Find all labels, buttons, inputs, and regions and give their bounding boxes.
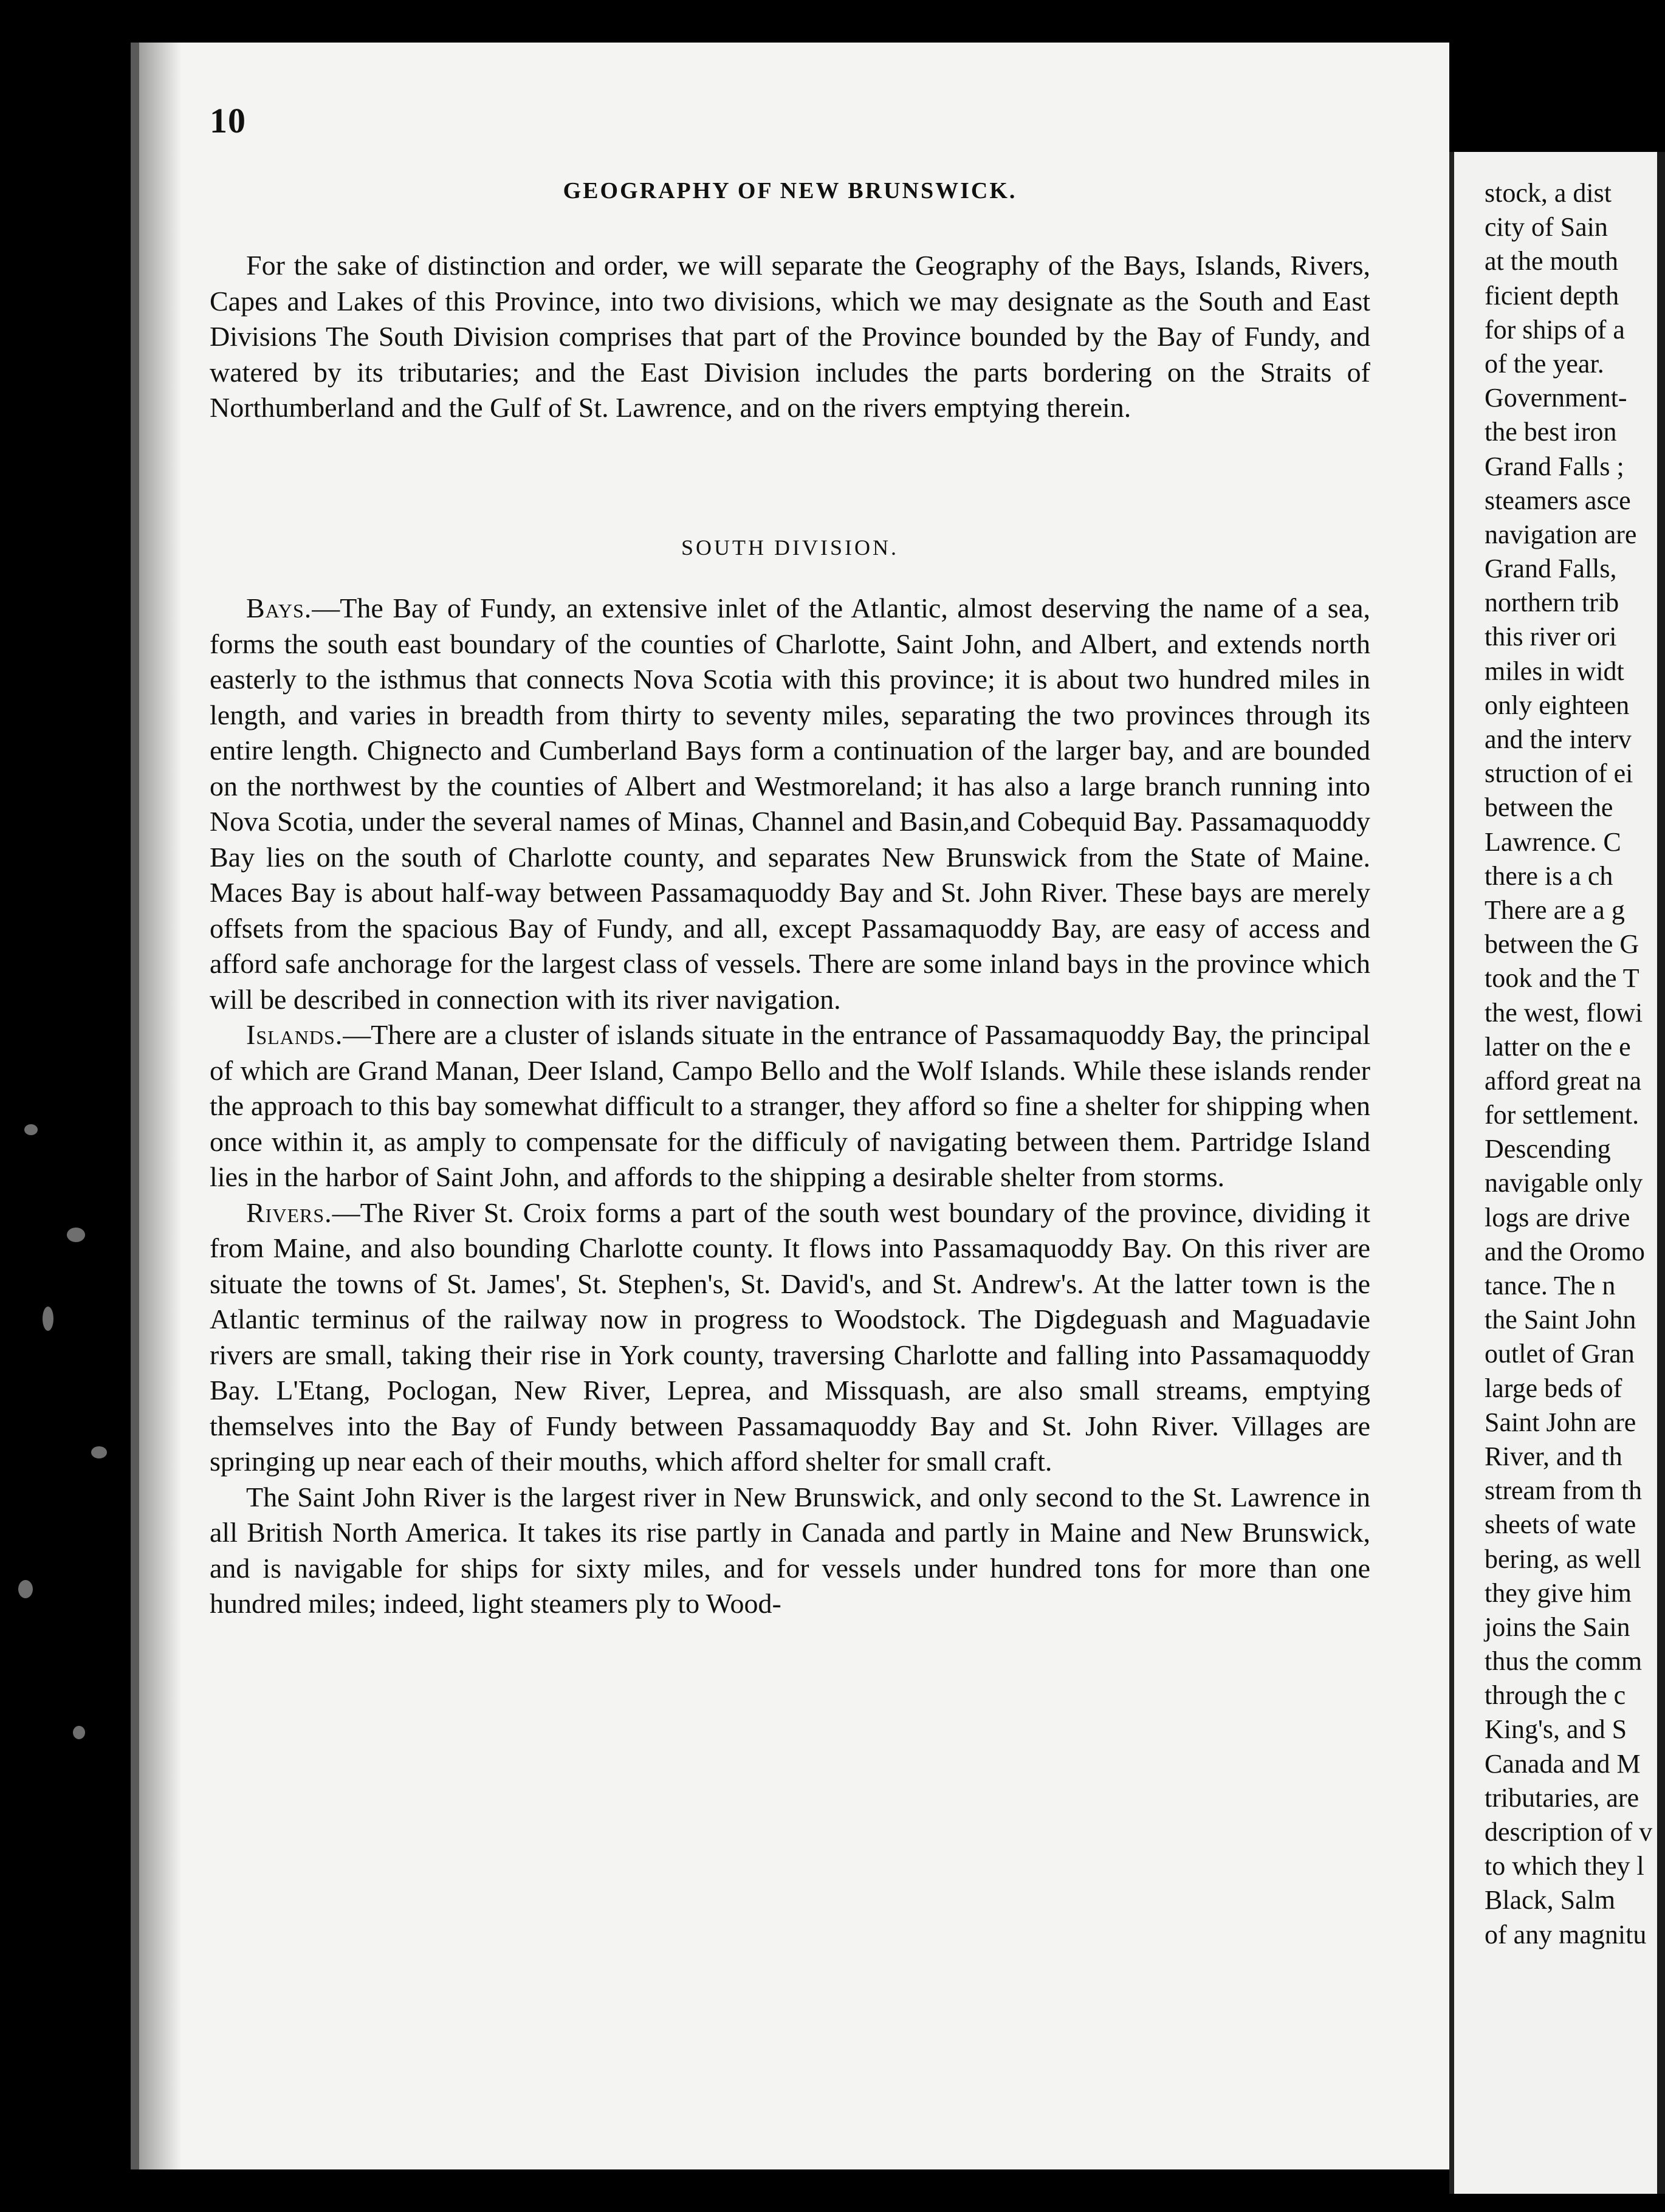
right-page-text bbox=[1485, 176, 1652, 1952]
right-page-line: Black, Salm bbox=[1485, 1885, 1616, 1915]
right-page-line: at the mouth bbox=[1485, 246, 1618, 276]
right-page-line: afford great na bbox=[1485, 1065, 1642, 1096]
scan-speck bbox=[43, 1307, 53, 1331]
right-page-line: took and the T bbox=[1485, 963, 1639, 994]
scan-speck bbox=[24, 1124, 38, 1135]
right-page-line: description of v bbox=[1485, 1817, 1653, 1847]
right-page-line: sheets of wate bbox=[1485, 1510, 1636, 1540]
right-page-line: Government- bbox=[1485, 383, 1627, 413]
right-page-line: the Saint John bbox=[1485, 1305, 1636, 1335]
scan-speck bbox=[73, 1726, 85, 1739]
right-page-line: Grand Falls ; bbox=[1485, 451, 1624, 481]
intro-paragraph: For the sake of distinction and order, we will separate the Geography of the Bays, Islands, Rivers, Capes and Lakes of this Province, into two divisions, which we may designate as the South and East Divisions The South Division comprises that part of the Province bounded by the Bay of Fundy, and watered by its tributaries; and the East Division includes the parts bordering on the Straits of Northumberland and the Gulf of St. Lawrence, and on the rivers emptying therein. bbox=[210, 250, 1370, 423]
right-page-line: of the year. bbox=[1485, 348, 1604, 379]
rivers-paragraph bbox=[210, 1195, 1370, 1480]
right-page-line: outlet of Gran bbox=[1485, 1339, 1635, 1369]
body-text-block bbox=[210, 591, 1370, 1622]
bays-text: —The Bay of Fundy, an extensive inlet of the Atlantic, almost deserving the name of a sea, forms the south east boundary of the counties of Charlotte, Saint John, and Albert, and extends north easterly to the isthmus that connects Nova Scotia with this province; it is about two hundred miles in length, and varies in breadth from thirty to seventy miles, separating the two provinces through its entire length. Chignecto and Cumberland Bays form a continuation of the larger bay, and are bounded on the northwest by the counties of Albert and Westmoreland; it has also a large branch running into Nova Scotia, under the several names of Minas, Channel and Basin,and Cobequid Bay. Passamaquoddy Bay lies on the south of Charlotte county, and separates New Brunswick from the State of Maine. Maces Bay is about half-way between Passamaquoddy Bay and St. John River. These bays are merely offsets from the spacious Bay of Fundy, and all, except Passamaquoddy Bay, are easy of access and afford safe anchorage for the largest class of vessels. There are some inland bays in the province which will be described in connection with its river navigation. bbox=[210, 592, 1370, 1015]
page-heading: GEOGRAPHY OF NEW BRUNSWICK. bbox=[563, 178, 1017, 204]
intro-paragraph-block bbox=[210, 248, 1370, 426]
right-page-line: stream from th bbox=[1485, 1475, 1643, 1506]
right-page-line: Canada and M bbox=[1485, 1748, 1641, 1779]
scan-speck bbox=[91, 1446, 107, 1458]
section-heading: SOUTH DIVISION. bbox=[681, 535, 899, 560]
right-page-line: to which they l bbox=[1485, 1851, 1644, 1881]
right-page-line: Lawrence. C bbox=[1485, 826, 1621, 857]
right-page-line: navigation are bbox=[1485, 519, 1637, 549]
right-page bbox=[1449, 152, 1665, 2194]
right-page-line: between the G bbox=[1485, 929, 1639, 960]
right-page-line: for settlement. bbox=[1485, 1100, 1639, 1130]
right-page-line: only eighteen bbox=[1485, 690, 1630, 720]
right-page-line: ficient depth bbox=[1485, 280, 1619, 311]
right-page-line: the best iron bbox=[1485, 417, 1617, 447]
right-page-line: steamers asce bbox=[1485, 485, 1631, 515]
right-page-edge bbox=[1657, 152, 1665, 2194]
right-page-line: There are a g bbox=[1485, 895, 1625, 925]
bays-label: Bays. bbox=[246, 592, 312, 623]
right-page-line: navigable only bbox=[1485, 1168, 1643, 1198]
scan-speck bbox=[18, 1580, 33, 1598]
right-page-line: there is a ch bbox=[1485, 860, 1613, 891]
right-page-line: thus the comm bbox=[1485, 1646, 1643, 1677]
right-page-line: of any magnitu bbox=[1485, 1919, 1647, 1949]
right-page-line: this river ori bbox=[1485, 622, 1617, 652]
right-page-line: for ships of a bbox=[1485, 314, 1625, 345]
saint-john-paragraph: The Saint John River is the largest river in New Brunswick, and only second to the St. Lawrence in all British North America. It takes its rise partly in Canada and partly in Maine and New Brunswick, and is navigable for ships for sixty miles, and for vessels under hundred tons for more than one hundred miles; indeed, light steamers ply to Wood- bbox=[210, 1481, 1370, 1619]
right-page-line: joins the Sain bbox=[1485, 1612, 1630, 1642]
right-page-line: Saint John are bbox=[1485, 1407, 1636, 1437]
bays-paragraph bbox=[210, 591, 1370, 1017]
right-page-line: northern trib bbox=[1485, 588, 1619, 618]
right-page-line: Descending bbox=[1485, 1134, 1611, 1164]
right-page-line: between the bbox=[1485, 792, 1613, 823]
right-page-line: Grand Falls, bbox=[1485, 554, 1617, 584]
right-page-line: River, and th bbox=[1485, 1441, 1622, 1471]
right-page-line: tributaries, are bbox=[1485, 1782, 1639, 1813]
right-page-line: logs are drive bbox=[1485, 1202, 1630, 1232]
right-page-line: King's, and S bbox=[1485, 1714, 1627, 1745]
scan-speck bbox=[67, 1228, 85, 1242]
right-page-line: struction of ei bbox=[1485, 758, 1633, 789]
rivers-label: Rivers. bbox=[246, 1197, 332, 1228]
right-page-line: latter on the e bbox=[1485, 1031, 1631, 1062]
right-page-line: they give him bbox=[1485, 1578, 1632, 1608]
rivers-text: —The River St. Croix forms a part of the south west boundary of the province, dividing it from Maine, and also bounding Charlotte county. It flows into Passamaquoddy Bay. On this river are situate the towns of St. James', St. Stephen's, St. David's, and St. Andrew's. At the latter town is the Atlantic terminus of the railway now in progress to Woodstock. The Digdeguash and Maguadavie rivers are small, taking their rise in York county, traversing Charlotte and falling into Passamaquoddy Bay. L'Etang, Poclogan, New River, Leprea, and Missquash, are also small streams, emptying themselves into the Bay of Fundy between Passamaquoddy Bay and St. John River. Villages are springing up near each of their mouths, which afford shelter for small craft. bbox=[210, 1197, 1370, 1477]
right-page-line: the west, flowi bbox=[1485, 997, 1643, 1028]
right-page-line: large beds of bbox=[1485, 1373, 1622, 1403]
right-page-line: stock, a dist bbox=[1485, 178, 1612, 208]
right-page-line: city of Sain bbox=[1485, 212, 1608, 242]
islands-text: —There are a cluster of islands situate in the entrance of Passamaquoddy Bay, the principal of which are Grand Manan, Deer Island, Campo Bello and the Wolf Islands. While these islands render the approach to this bay somewhat difficult to a stranger, they afford so fine a shelter for shipping when once within it, as amply to compensate for the difficuly of navigating between them. Partridge Island lies in the harbor of Saint John, and affords to the shipping a desirable shelter from storms. bbox=[210, 1019, 1370, 1192]
page-number: 10 bbox=[210, 101, 246, 140]
right-page-line: miles in widt bbox=[1485, 656, 1624, 686]
right-page-line: through the c bbox=[1485, 1680, 1626, 1711]
right-page-line: and the Oromo bbox=[1485, 1236, 1645, 1266]
right-page-line: tance. The n bbox=[1485, 1271, 1616, 1300]
right-page-line: and the interv bbox=[1485, 724, 1632, 754]
right-page-line: bering, as well bbox=[1485, 1544, 1641, 1574]
islands-label: Islands. bbox=[246, 1019, 343, 1050]
islands-paragraph bbox=[210, 1017, 1370, 1195]
